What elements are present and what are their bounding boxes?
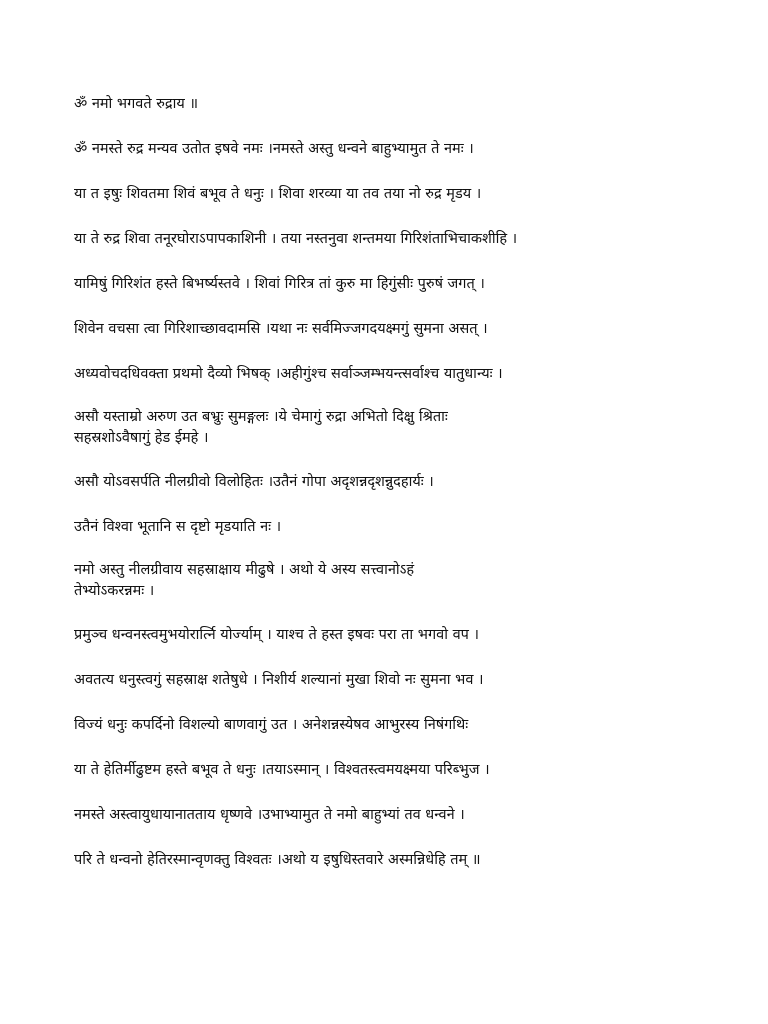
verse-3 bbox=[74, 227, 728, 251]
verse-line: नमो अस्तु नीलग्रीवाय सहस्राक्षाय मीढुषे । अथो ये अस्य सत्त्वानोऽहं bbox=[74, 562, 415, 578]
verse-16 bbox=[74, 848, 728, 872]
verse-6 bbox=[74, 362, 728, 386]
verse-line: शिवेन वचसा त्वा गिरिशाच्छावदामसि ।यथा नः सर्वमिज्जगदयक्ष्मगुं सुमना असत् । bbox=[74, 321, 488, 337]
verse-line: अध्यवोचदधिवक्ता प्रथमो दैव्यो भिषक् ।अहीगुंश्च सर्वाञ्जम्भयन्त्सर्वाश्च यातुधान्यः । bbox=[74, 366, 503, 382]
verse-2 bbox=[74, 182, 728, 206]
verse-line: उतैनं विश्वा भूतानि स दृष्टो मृडयाति नः । bbox=[74, 519, 282, 535]
verse-9 bbox=[74, 515, 728, 539]
verse-line: या ते रुद्र शिवा तनूरघोराऽपापकाशिनी । तया नस्तनुवा शन्तमया गिरिशंताभिचाकशीहि । bbox=[74, 231, 518, 247]
verse-line: तेभ्योऽकरन्नमः । bbox=[74, 583, 155, 599]
verse-line: विज्यं धनुः कपर्दिनो विशल्यो बाणवागुं उत । अनेशन्नस्येषव आभुरस्य निषंगथिः bbox=[74, 717, 469, 733]
verse-11 bbox=[74, 623, 728, 647]
verse-line: परि ते धन्वनो हेतिरस्मान्वृणक्तु विश्वतः ।अथो य इषुधिस्तवारे अस्मन्निधेहि तम् ॥ bbox=[74, 852, 481, 868]
verse-line: ॐ नमो भगवते रुद्राय ॥ bbox=[74, 96, 199, 112]
verse-line: ॐ नमस्ते रुद्र मन्यव उतोत इषवे नमः ।नमस्ते अस्तु धन्वने बाहुभ्यामुत ते नमः । bbox=[74, 141, 474, 157]
verse-1 bbox=[74, 137, 728, 161]
verse-5 bbox=[74, 317, 728, 341]
verse-line: नमस्ते अस्त्वायुधायानातताय धृष्णवे ।उभाभ्यामुत ते नमो बाहुभ्यां तव धन्वने । bbox=[74, 807, 465, 823]
verse-line: यामिषुं गिरिशंत हस्ते बिभर्ष्यस्तवे । शिवां गिरित्र तां कुरु मा हिगुंसीः पुरुषं जगत् । bbox=[74, 276, 485, 292]
verse-line: सहस्रशोऽवैषागुं हेड ईमहे । bbox=[74, 430, 209, 446]
verse-line: प्रमुञ्च धन्वनस्त्वमुभयोरार्त्नि योर्ज्याम् । याश्च ते हस्त इषवः परा ता भगवो वप । bbox=[74, 627, 479, 643]
verse-7 bbox=[74, 407, 728, 449]
verse-line: या ते हेतिर्मीढुष्टम हस्ते बभूव ते धनुः ।तयाऽस्मान् । विश्वतस्त्वमयक्ष्मया परिब्भुज । bbox=[74, 762, 490, 778]
verse-line: असौ यस्ताम्रो अरुण उत बभ्रुः सुमङ्गलः ।ये चेमागुं रुद्रा अभितो दिक्षु श्रिताः bbox=[74, 409, 448, 425]
verse-line: अवतत्य धनुस्त्वगुं सहस्राक्ष शतेषुधे । निशीर्य शल्यानां मुखा शिवो नः सुमना भव । bbox=[74, 672, 484, 688]
verse-15 bbox=[74, 803, 728, 827]
verse-4 bbox=[74, 272, 728, 296]
verse-14 bbox=[74, 758, 728, 782]
verse-line: असौ योऽवसर्पति नीलग्रीवो विलोहितः ।उतैनं गोपा अदृशन्नदृशन्नुदहार्यः । bbox=[74, 474, 434, 490]
verse-line: या त इषुः शिवतमा शिवं बभूव ते धनुः । शिवा शरव्या या तव तया नो रुद्र मृडय । bbox=[74, 186, 482, 202]
verse-10 bbox=[74, 560, 728, 602]
invocation-line bbox=[74, 92, 728, 116]
verse-12 bbox=[74, 668, 728, 692]
verse-13 bbox=[74, 713, 728, 737]
verse-8 bbox=[74, 470, 728, 494]
